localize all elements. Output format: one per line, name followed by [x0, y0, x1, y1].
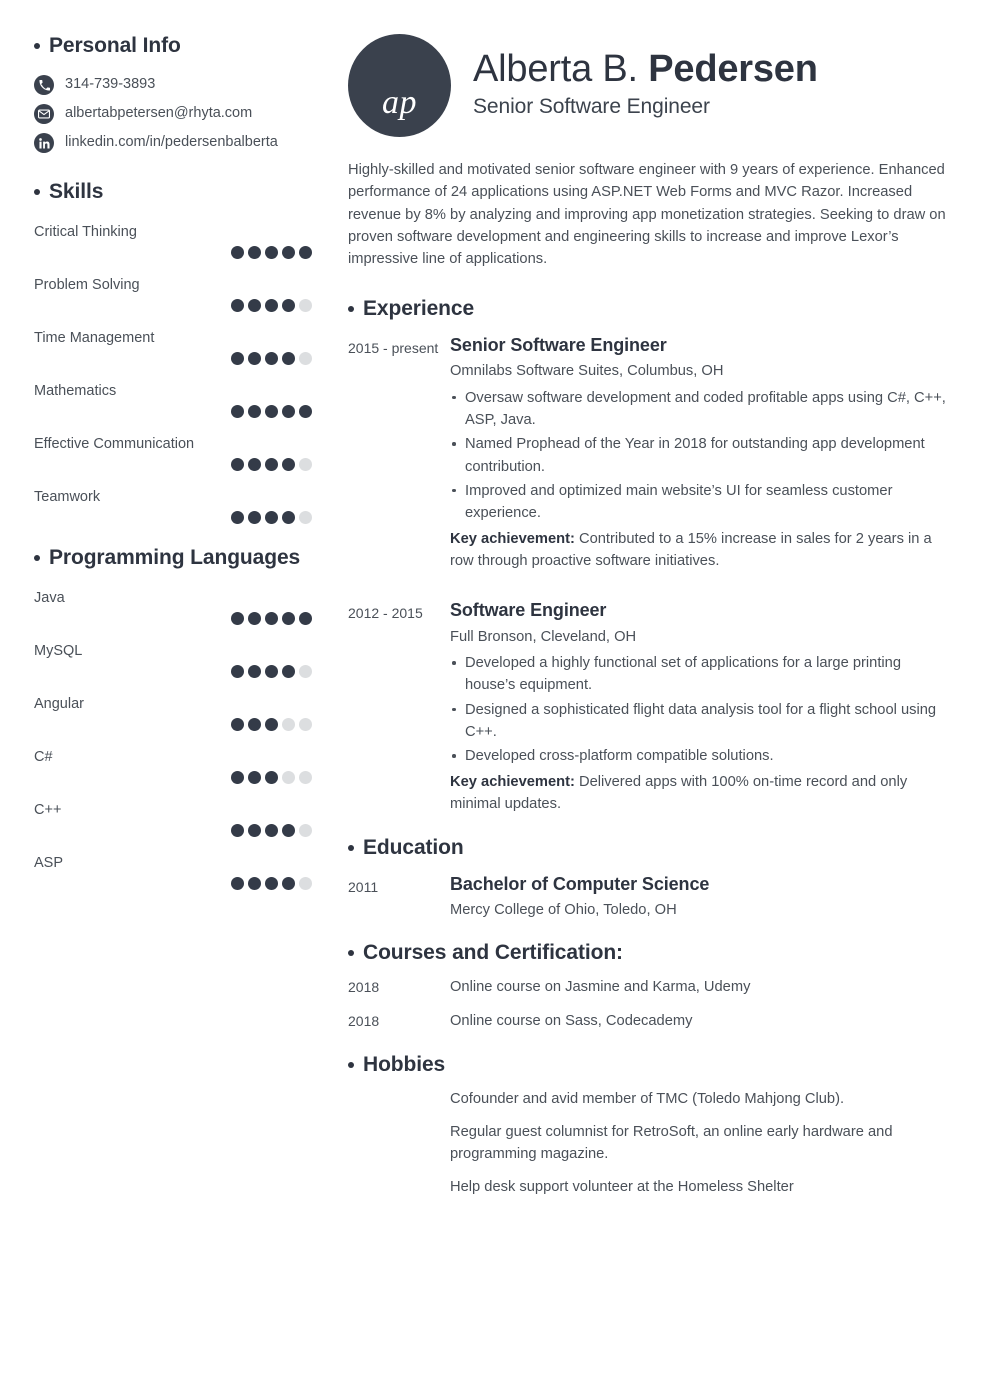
language-label: MySQL	[34, 643, 83, 659]
section-heading-courses	[348, 941, 952, 965]
resume-header	[348, 34, 952, 137]
rating-dot-filled	[282, 877, 295, 890]
entry-body	[450, 334, 952, 573]
skill-row	[34, 330, 318, 365]
language-row	[34, 643, 318, 678]
entry-subtitle: Omnilabs Software Suites, Columbus, OH	[450, 363, 724, 380]
bullet-icon	[348, 306, 354, 312]
rating-dot-filled	[248, 771, 261, 784]
rating-dot-filled	[231, 246, 244, 259]
skill-rating	[34, 246, 318, 259]
section-heading-experience	[348, 297, 952, 321]
rating-dot-filled	[265, 665, 278, 678]
rating-dot-empty	[299, 458, 312, 471]
header-text	[473, 48, 818, 123]
job-title: Senior Software Engineer	[473, 94, 710, 118]
section-title: Personal Info	[49, 34, 181, 57]
sidebar	[0, 0, 340, 890]
rating-dot-empty	[299, 299, 312, 312]
contact-list	[34, 75, 318, 153]
contact-item-email[interactable]	[34, 104, 318, 124]
skill-rating	[34, 511, 318, 524]
avatar	[348, 34, 451, 137]
rating-dot-empty	[299, 877, 312, 890]
rating-dot-empty	[299, 718, 312, 731]
skill-rating	[34, 405, 318, 418]
entry-date: 2018	[348, 1012, 380, 1029]
rating-dot-filled	[282, 612, 295, 625]
programming-languages-list	[34, 590, 318, 890]
contact-phone-text: 314-739-3893	[65, 76, 156, 93]
hobby-text: Cofounder and avid member of TMC (Toledo Mahjong Club).	[450, 1090, 845, 1107]
rating-dot-filled	[248, 299, 261, 312]
course-text: Online course on Sass, Codecademy	[450, 1012, 693, 1029]
rating-dot-filled	[265, 612, 278, 625]
rating-dot-filled	[265, 299, 278, 312]
skill-label: Effective Communication	[34, 436, 195, 452]
rating-dot-filled	[299, 405, 312, 418]
rating-dot-empty	[282, 718, 295, 731]
rating-dot-filled	[231, 511, 244, 524]
hobby-text: Help desk support volunteer at the Homeless Shelter	[450, 1178, 794, 1195]
hobby-entry	[348, 1121, 952, 1165]
contact-email-text: albertabpetersen@rhyta.com	[65, 105, 253, 122]
section-title: Education	[363, 835, 464, 859]
rating-dot-filled	[282, 405, 295, 418]
language-label: Angular	[34, 696, 84, 712]
list-item: Developed a highly functional set of applications for a large printing house’s equipment.	[450, 652, 952, 697]
language-rating	[34, 718, 318, 731]
entry-body	[450, 873, 952, 922]
rating-dot-filled	[231, 612, 244, 625]
entry-date: 2018	[348, 979, 380, 996]
skill-rating	[34, 458, 318, 471]
spacer	[34, 162, 318, 180]
skill-row	[34, 224, 318, 259]
rating-dot-filled	[231, 352, 244, 365]
key-achievement-text: Delivered apps with 100% on-time record and only minimal updates.	[450, 773, 908, 813]
course-entry	[348, 1010, 952, 1033]
language-row	[34, 749, 318, 784]
rating-dot-filled	[231, 458, 244, 471]
entry-title: Senior Software Engineer	[450, 334, 667, 355]
skill-row	[34, 383, 318, 418]
rating-dot-filled	[231, 405, 244, 418]
hobby-entry	[348, 1176, 952, 1198]
rating-dot-filled	[265, 877, 278, 890]
language-rating	[34, 665, 318, 678]
entry-date: 2015 - present	[348, 339, 439, 356]
page-title	[473, 48, 818, 91]
education-entry	[348, 873, 952, 922]
rating-dot-filled	[231, 771, 244, 784]
course-entry	[348, 976, 952, 999]
rating-dot-filled	[248, 612, 261, 625]
spacer	[348, 1033, 952, 1053]
rating-dot-empty	[299, 352, 312, 365]
language-label: C#	[34, 749, 53, 765]
language-rating	[34, 771, 318, 784]
rating-dot-filled	[231, 824, 244, 837]
skills-list	[34, 224, 318, 524]
rating-dot-filled	[248, 877, 261, 890]
rating-dot-filled	[231, 718, 244, 731]
spacer	[348, 921, 952, 941]
bullet-icon	[348, 950, 354, 956]
skill-row	[34, 436, 318, 471]
rating-dot-filled	[265, 511, 278, 524]
skill-label: Mathematics	[34, 383, 117, 399]
skill-label: Problem Solving	[34, 277, 140, 293]
rating-dot-filled	[265, 405, 278, 418]
language-row	[34, 590, 318, 625]
experience-entry	[348, 334, 952, 573]
rating-dot-empty	[299, 665, 312, 678]
entry-subtitle: Full Bronson, Cleveland, OH	[450, 628, 637, 645]
section-heading-personal-info	[34, 34, 318, 58]
rating-dot-filled	[299, 612, 312, 625]
entry-title: Bachelor of Computer Science	[450, 873, 710, 894]
section-title: Skills	[49, 180, 104, 203]
contact-item-phone[interactable]	[34, 75, 318, 95]
rating-dot-filled	[282, 511, 295, 524]
rating-dot-filled	[248, 824, 261, 837]
main-content	[340, 0, 990, 1198]
language-row	[34, 802, 318, 837]
skill-label: Critical Thinking	[34, 224, 137, 240]
rating-dot-filled	[265, 824, 278, 837]
section-heading-skills	[34, 180, 318, 204]
avatar-monogram: ap	[382, 84, 417, 121]
rating-dot-filled	[265, 352, 278, 365]
rating-dot-filled	[282, 665, 295, 678]
email-icon	[34, 104, 54, 124]
linkedin-icon	[34, 133, 54, 153]
rating-dot-filled	[248, 405, 261, 418]
section-title: Courses and Certification:	[363, 941, 623, 965]
entry-date: 2011	[348, 878, 379, 895]
rating-dot-filled	[231, 665, 244, 678]
skill-rating	[34, 352, 318, 365]
entry-bullet-list	[450, 652, 952, 768]
entry-date: 2012 - 2015	[348, 605, 423, 622]
skill-row	[34, 277, 318, 312]
course-text: Online course on Jasmine and Karma, Udemy	[450, 979, 751, 996]
language-label: ASP	[34, 855, 64, 871]
key-achievement	[450, 771, 952, 816]
section-heading-hobbies	[348, 1053, 952, 1077]
skill-label: Time Management	[34, 330, 155, 346]
rating-dot-filled	[265, 718, 278, 731]
list-item: Named Prophead of the Year in 2018 for outstanding app development contribution.	[450, 433, 952, 478]
entry-subtitle: Mercy College of Ohio, Toledo, OH	[450, 902, 677, 918]
contact-linkedin-text: linkedin.com/in/pedersenbalberta	[65, 134, 278, 151]
hobby-text: Regular guest columnist for RetroSoft, an online early hardware and programming magazine.	[450, 1123, 893, 1162]
skill-row	[34, 489, 318, 524]
section-title: Hobbies	[363, 1052, 446, 1076]
section-title: Programming Languages	[49, 546, 301, 569]
section-heading-programming-languages	[34, 546, 318, 570]
spacer	[348, 816, 952, 836]
rating-dot-filled	[265, 458, 278, 471]
rating-dot-empty	[282, 771, 295, 784]
language-rating	[34, 877, 318, 890]
rating-dot-filled	[265, 771, 278, 784]
contact-item-linkedin[interactable]	[34, 133, 318, 153]
rating-dot-filled	[265, 246, 278, 259]
entry-bullet-list	[450, 387, 952, 525]
list-item: Designed a sophisticated flight data analysis tool for a flight school using C++.	[450, 699, 952, 744]
bullet-icon	[348, 845, 354, 851]
bullet-icon	[34, 189, 40, 195]
entry-title: Software Engineer	[450, 600, 607, 621]
rating-dot-filled	[248, 246, 261, 259]
rating-dot-filled	[248, 718, 261, 731]
language-rating	[34, 824, 318, 837]
section-title: Experience	[363, 296, 475, 320]
rating-dot-filled	[231, 299, 244, 312]
language-label: Java	[34, 590, 65, 606]
rating-dot-filled	[282, 458, 295, 471]
skill-rating	[34, 299, 318, 312]
spacer	[34, 524, 318, 546]
skill-label: Teamwork	[34, 489, 101, 505]
rating-dot-filled	[282, 352, 295, 365]
phone-icon	[34, 75, 54, 95]
key-achievement	[450, 528, 952, 573]
bullet-icon	[348, 1062, 354, 1068]
list-item: Oversaw software development and coded profitable apps using C#, C++, ASP, Java.	[450, 387, 952, 432]
hobby-entry	[348, 1088, 952, 1110]
name-first: Alberta B.	[473, 48, 649, 91]
bullet-icon	[34, 43, 40, 49]
language-rating	[34, 612, 318, 625]
entry-body	[450, 599, 952, 815]
language-row	[34, 855, 318, 890]
rating-dot-filled	[248, 511, 261, 524]
language-label: C++	[34, 802, 62, 818]
key-achievement-text: Contributed to a 15% increase in sales for 2 years in a row through proactive software initiatives.	[450, 530, 932, 569]
rating-dot-filled	[248, 665, 261, 678]
rating-dot-empty	[299, 824, 312, 837]
rating-dot-filled	[282, 299, 295, 312]
section-heading-education	[348, 836, 952, 860]
language-row	[34, 696, 318, 731]
rating-dot-filled	[299, 246, 312, 259]
rating-dot-filled	[231, 877, 244, 890]
bullet-icon	[34, 555, 40, 561]
rating-dot-filled	[282, 246, 295, 259]
summary-paragraph: Highly-skilled and motivated senior software engineer with 9 years of experience. Enhanced performance of 24 applications using ASP.NET Web Forms and MVC Razor. Increased revenue by 8% by analyzing and improving app monetization strategies. Seeking to draw on proven software development and engineering skills to increase and improve Lexor’s impressive line of applications.	[348, 162, 946, 268]
rating-dot-empty	[299, 771, 312, 784]
key-achievement-label: Key achievement:	[450, 773, 575, 790]
name-last: Pedersen	[648, 48, 818, 91]
spacer	[348, 572, 952, 586]
experience-entry	[348, 599, 952, 815]
key-achievement-label: Key achievement:	[450, 530, 575, 547]
list-item: Improved and optimized main website’s UI for seamless customer experience.	[450, 480, 952, 525]
rating-dot-filled	[248, 352, 261, 365]
list-item: Developed cross-platform compatible solutions.	[450, 745, 952, 767]
rating-dot-filled	[282, 824, 295, 837]
rating-dot-filled	[248, 458, 261, 471]
rating-dot-empty	[299, 511, 312, 524]
